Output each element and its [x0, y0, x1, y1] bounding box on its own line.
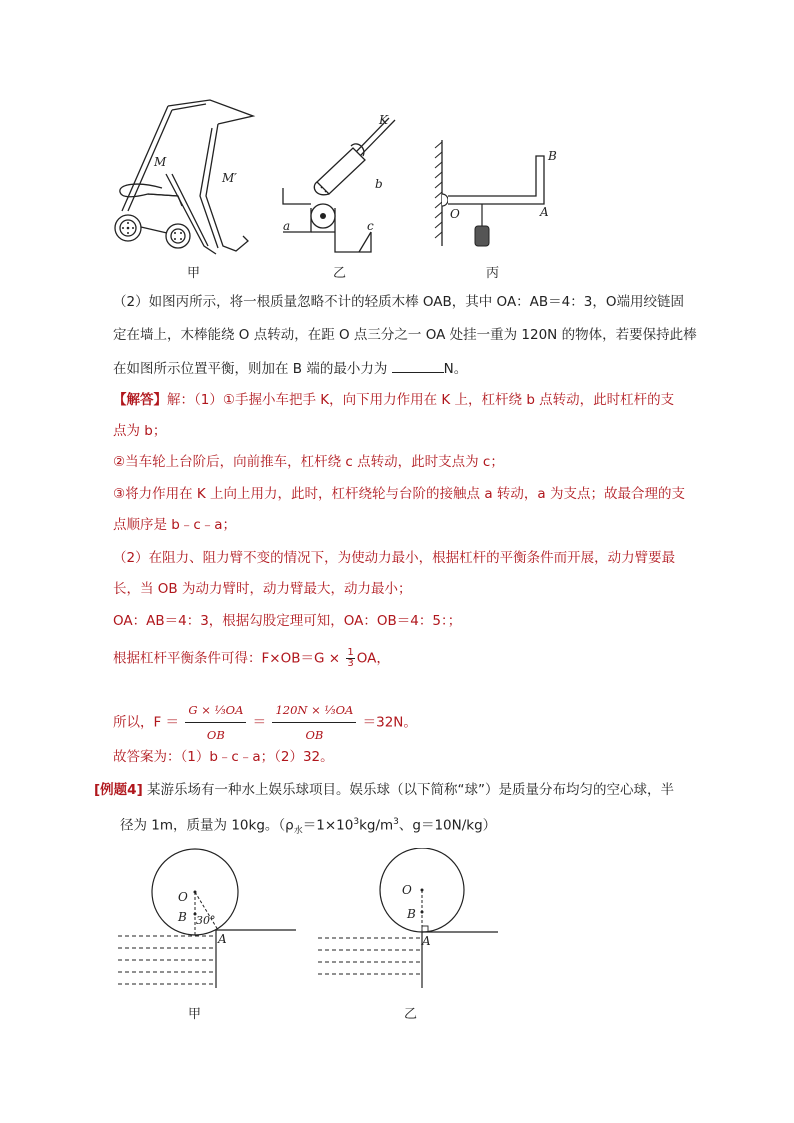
question-2-unit: N。	[443, 361, 468, 377]
label-m: M	[154, 155, 167, 169]
answer-line-9-tail: OA，	[356, 650, 390, 667]
equals-sign: ＝	[252, 714, 267, 731]
figure-jia-ball	[112, 848, 302, 998]
answer-1-text: ①手握小车把手 K，向下用力作用在 K 上，杠杆绕 b 点转动，此时杠杆的支	[222, 392, 675, 408]
answer-1-prefix: 解：（1）	[167, 392, 223, 408]
figure-jia-hand-truck	[108, 96, 258, 261]
answer-line-4: ③将力作用在 K 上向上用力，此时，杠杆绕轮与台阶的接触点 a 转动，a 为支点；故最合理的支	[113, 486, 685, 502]
answer-blank	[392, 358, 444, 373]
label-o: O	[450, 207, 460, 221]
figure-yi-ball	[312, 848, 502, 998]
example-4-text-1: 某游乐场有一种水上娱乐球项目。娱乐球（以下简称“球”）是质量分布均匀的空心球，半	[147, 782, 675, 798]
example-4-tag: [例题4]	[94, 782, 143, 798]
answer-line-2: 点为 b；	[113, 423, 167, 439]
answer-line-3: ②当车轮上台阶后，向前推车，杠杆绕 c 点转动，此时支点为 c；	[113, 454, 504, 470]
figure-bing-lever	[432, 138, 572, 248]
answer-line-5: 点顺序是 b﹣c﹣a；	[113, 517, 237, 533]
answer-tag: 【解答】	[113, 392, 167, 408]
final-answer: 故答案为：（1）b﹣c﹣a；（2）32。	[113, 749, 334, 765]
answer-line-10	[113, 700, 417, 745]
figure-jia-ball-caption: 甲	[188, 1007, 202, 1022]
one-third-fraction: $\frac{1}{3}$	[347, 647, 354, 669]
label-o: O	[178, 890, 188, 904]
answer-line-1	[113, 390, 674, 410]
label-k: K	[379, 113, 388, 127]
formula-fraction-1: $\frac{\text{G × ⅓OA}}{OB}$	[185, 700, 246, 745]
answer-line-10-prefix: 所以，F ＝	[113, 714, 180, 731]
figure-yi-ball-caption: 乙	[404, 1007, 418, 1022]
label-c: c	[367, 219, 374, 233]
label-b: B	[548, 149, 557, 163]
formula-fraction-2: $\frac{\text{120N × ⅓OA}}{OB}$	[272, 700, 356, 745]
question-2-line-2: 定在墙上，木棒能绕 O 点转动，在距 O 点三分之一 OA 处挂一重为 120N 的物体，若要保持此棒	[113, 327, 697, 343]
label-angle: 30°	[196, 914, 216, 927]
label-b: B	[407, 907, 416, 921]
label-o: O	[402, 883, 412, 897]
label-a: a	[283, 219, 291, 233]
answer-line-6: （2）在阻力、阻力臂不变的情况下，为使动力最小，根据杠杆的平衡条件而开展，动力臂要最	[113, 550, 676, 566]
question-2-line-1: （2）如图丙所示，将一根质量忽略不计的轻质木棒 OAB，其中 OA：AB＝4：3，O端用绞链固	[113, 294, 684, 310]
answer-line-7: 长，当 OB 为动力臂时，动力臂最大，动力最小；	[113, 581, 412, 597]
question-2-line-3	[113, 358, 467, 379]
answer-line-10-suffix: ＝32N。	[362, 714, 417, 731]
label-m-prime: M′	[222, 171, 238, 185]
answer-line-9	[113, 648, 390, 669]
label-b: B	[178, 910, 187, 924]
figure-yi-hand-truck-step	[275, 112, 410, 260]
figure-yi-caption: 乙	[333, 266, 347, 281]
label-a: A	[540, 205, 549, 219]
answer-line-9-text: 根据杠杆平衡条件可得：F×OB＝G ×	[113, 650, 341, 667]
label-b: b	[375, 177, 383, 191]
figure-jia-caption: 甲	[187, 266, 201, 281]
figure-bing-caption: 丙	[486, 266, 500, 281]
label-a: A	[218, 932, 227, 946]
example-4-line-2: 径为 1m，质量为 10kg。（$\rho_水=1\times 10^3kg/m^3$、g＝10N/kg）	[120, 817, 497, 837]
label-a: A	[422, 934, 431, 948]
answer-line-8: OA：AB＝4：3，根据勾股定理可知，OA：OB＝4：5：；	[113, 613, 462, 629]
question-2-line-3-text: 在如图所示位置平衡，则加在 B 端的最小力为	[113, 361, 388, 377]
example-4-line-1	[94, 780, 674, 800]
